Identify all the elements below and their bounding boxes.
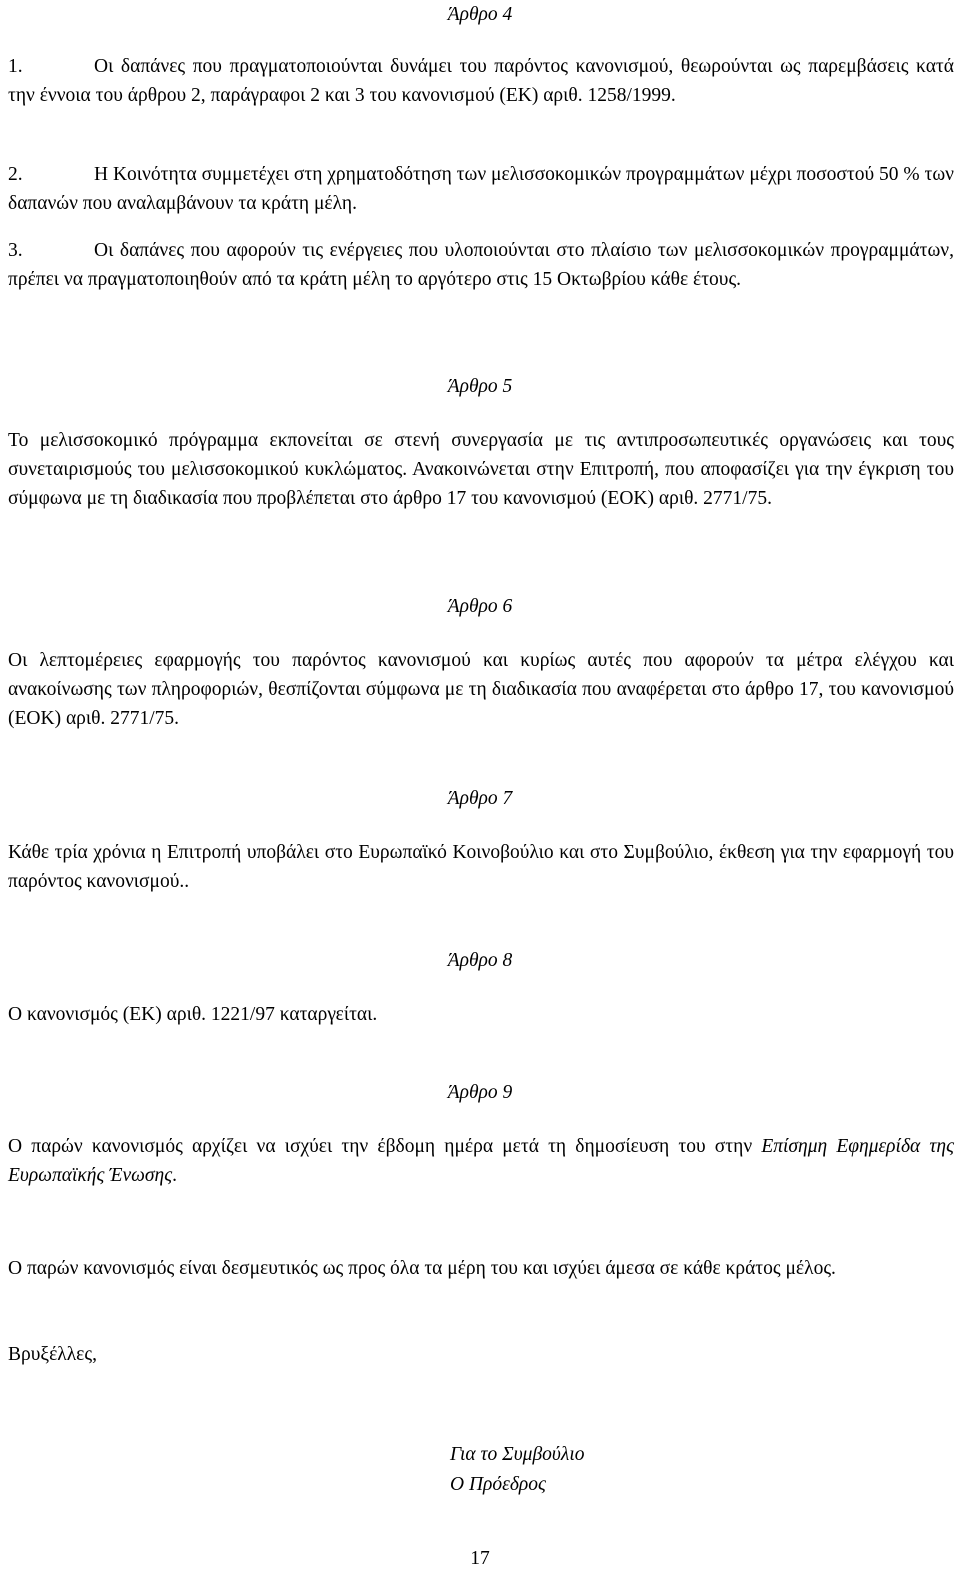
- article-5-text: Το μελισσοκομικό πρόγραμμα εκπονείται σε στενή συνεργασία με τις αντιπροσωπευτικές οργανώσεις και τους συνεταιρισμούς του μελισσοκομικού κυκλώματος. Ανακοινώνεται στην Επιτροπή, που αποφασίζει για την έγκριση του σύμφωνα με τη διαδικασία που προβλέπεται στο άρθρο 17 του κανονισμού (ΕΟΚ) αριθ. 2771/75.: [8, 430, 954, 509]
- article-8-heading: Άρθρο 8: [447, 950, 513, 971]
- article-9-heading: Άρθρο 9: [447, 1082, 513, 1103]
- item-text: Οι δαπάνες που πραγματοποιούνται δυνάμει του παρόντος κανονισμού, θεωρούνται ως παρεμβάσεις κατά την έννοια του άρθρου 2, παράγραφοι 2 και 3 του κανονισμού (ΕΚ) αριθ. 1258/1999.: [8, 56, 954, 106]
- item-number: 2.: [8, 164, 23, 185]
- page-number: 17: [470, 1548, 490, 1569]
- article-9-text-end: .: [172, 1165, 177, 1186]
- article-9-text-main: Ο παρών κανονισμός αρχίζει να ισχύει την έβδομη ημέρα μετά τη δημοσίευση του στην: [8, 1136, 762, 1157]
- signature-council: Για το Συμβούλιο: [450, 1444, 585, 1465]
- article-8-text: Ο κανονισμός (ΕΚ) αριθ. 1221/97 καταργείται.: [8, 1004, 378, 1025]
- article-4-item-2: [8, 160, 954, 218]
- item-text: Οι δαπάνες που αφορούν τις ενέργειες που υλοποιούνται στο πλαίσιο των μελισσοκομικών προγραμμάτων, πρέπει να πραγματοποιηθούν από τα κράτη μέλη το αργότερο στις 15 Οκτωβρίου κάθε έτους.: [8, 240, 954, 290]
- binding-clause: Ο παρών κανονισμός είναι δεσμευτικός ως προς όλα τα μέρη του και ισχύει άμεσα σε κάθε κράτος μέλος.: [8, 1258, 836, 1279]
- official-journal-title: Επίσημη Εφημερίδα της Ευρωπαϊκής Ένωσης: [8, 1136, 954, 1186]
- article-7-heading: Άρθρο 7: [447, 788, 513, 809]
- article-4-item-1: [8, 52, 954, 110]
- signature-president: Ο Πρόεδρος: [450, 1474, 546, 1495]
- article-6-heading: Άρθρο 6: [447, 596, 513, 617]
- article-4-item-3: [8, 236, 954, 294]
- item-number: 1.: [8, 56, 23, 77]
- article-4-heading: Άρθρο 4: [447, 4, 513, 25]
- article-6-text: Οι λεπτομέρειες εφαρμογής του παρόντος κανονισμού και κυρίως αυτές που αφορούν τα μέτρα ελέγχου και ανακοίνωσης των πληροφοριών, θεσπίζονται σύμφωνα με τη διαδικασία που αναφέρεται στο άρθρο 17, του κανονισμού (ΕΟΚ) αριθ. 2771/75.: [8, 650, 954, 729]
- article-9-text: [8, 1132, 954, 1190]
- article-7-text: Κάθε τρία χρόνια η Επιτροπή υποβάλει στο Ευρωπαϊκό Κοινοβούλιο και στο Συμβούλιο, έκθεση για την εφαρμογή του παρόντος κανονισμού..: [8, 842, 954, 892]
- place-of-signature: Βρυξέλλες,: [8, 1344, 97, 1365]
- article-5-heading: Άρθρο 5: [447, 376, 513, 397]
- item-number: 3.: [8, 240, 23, 261]
- item-text: Η Κοινότητα συμμετέχει στη χρηματοδότηση των μελισσοκομικών προγραμμάτων μέχρι ποσοστού 50 % των δαπανών που αναλαμβάνουν τα κράτη μέλη.: [8, 164, 954, 214]
